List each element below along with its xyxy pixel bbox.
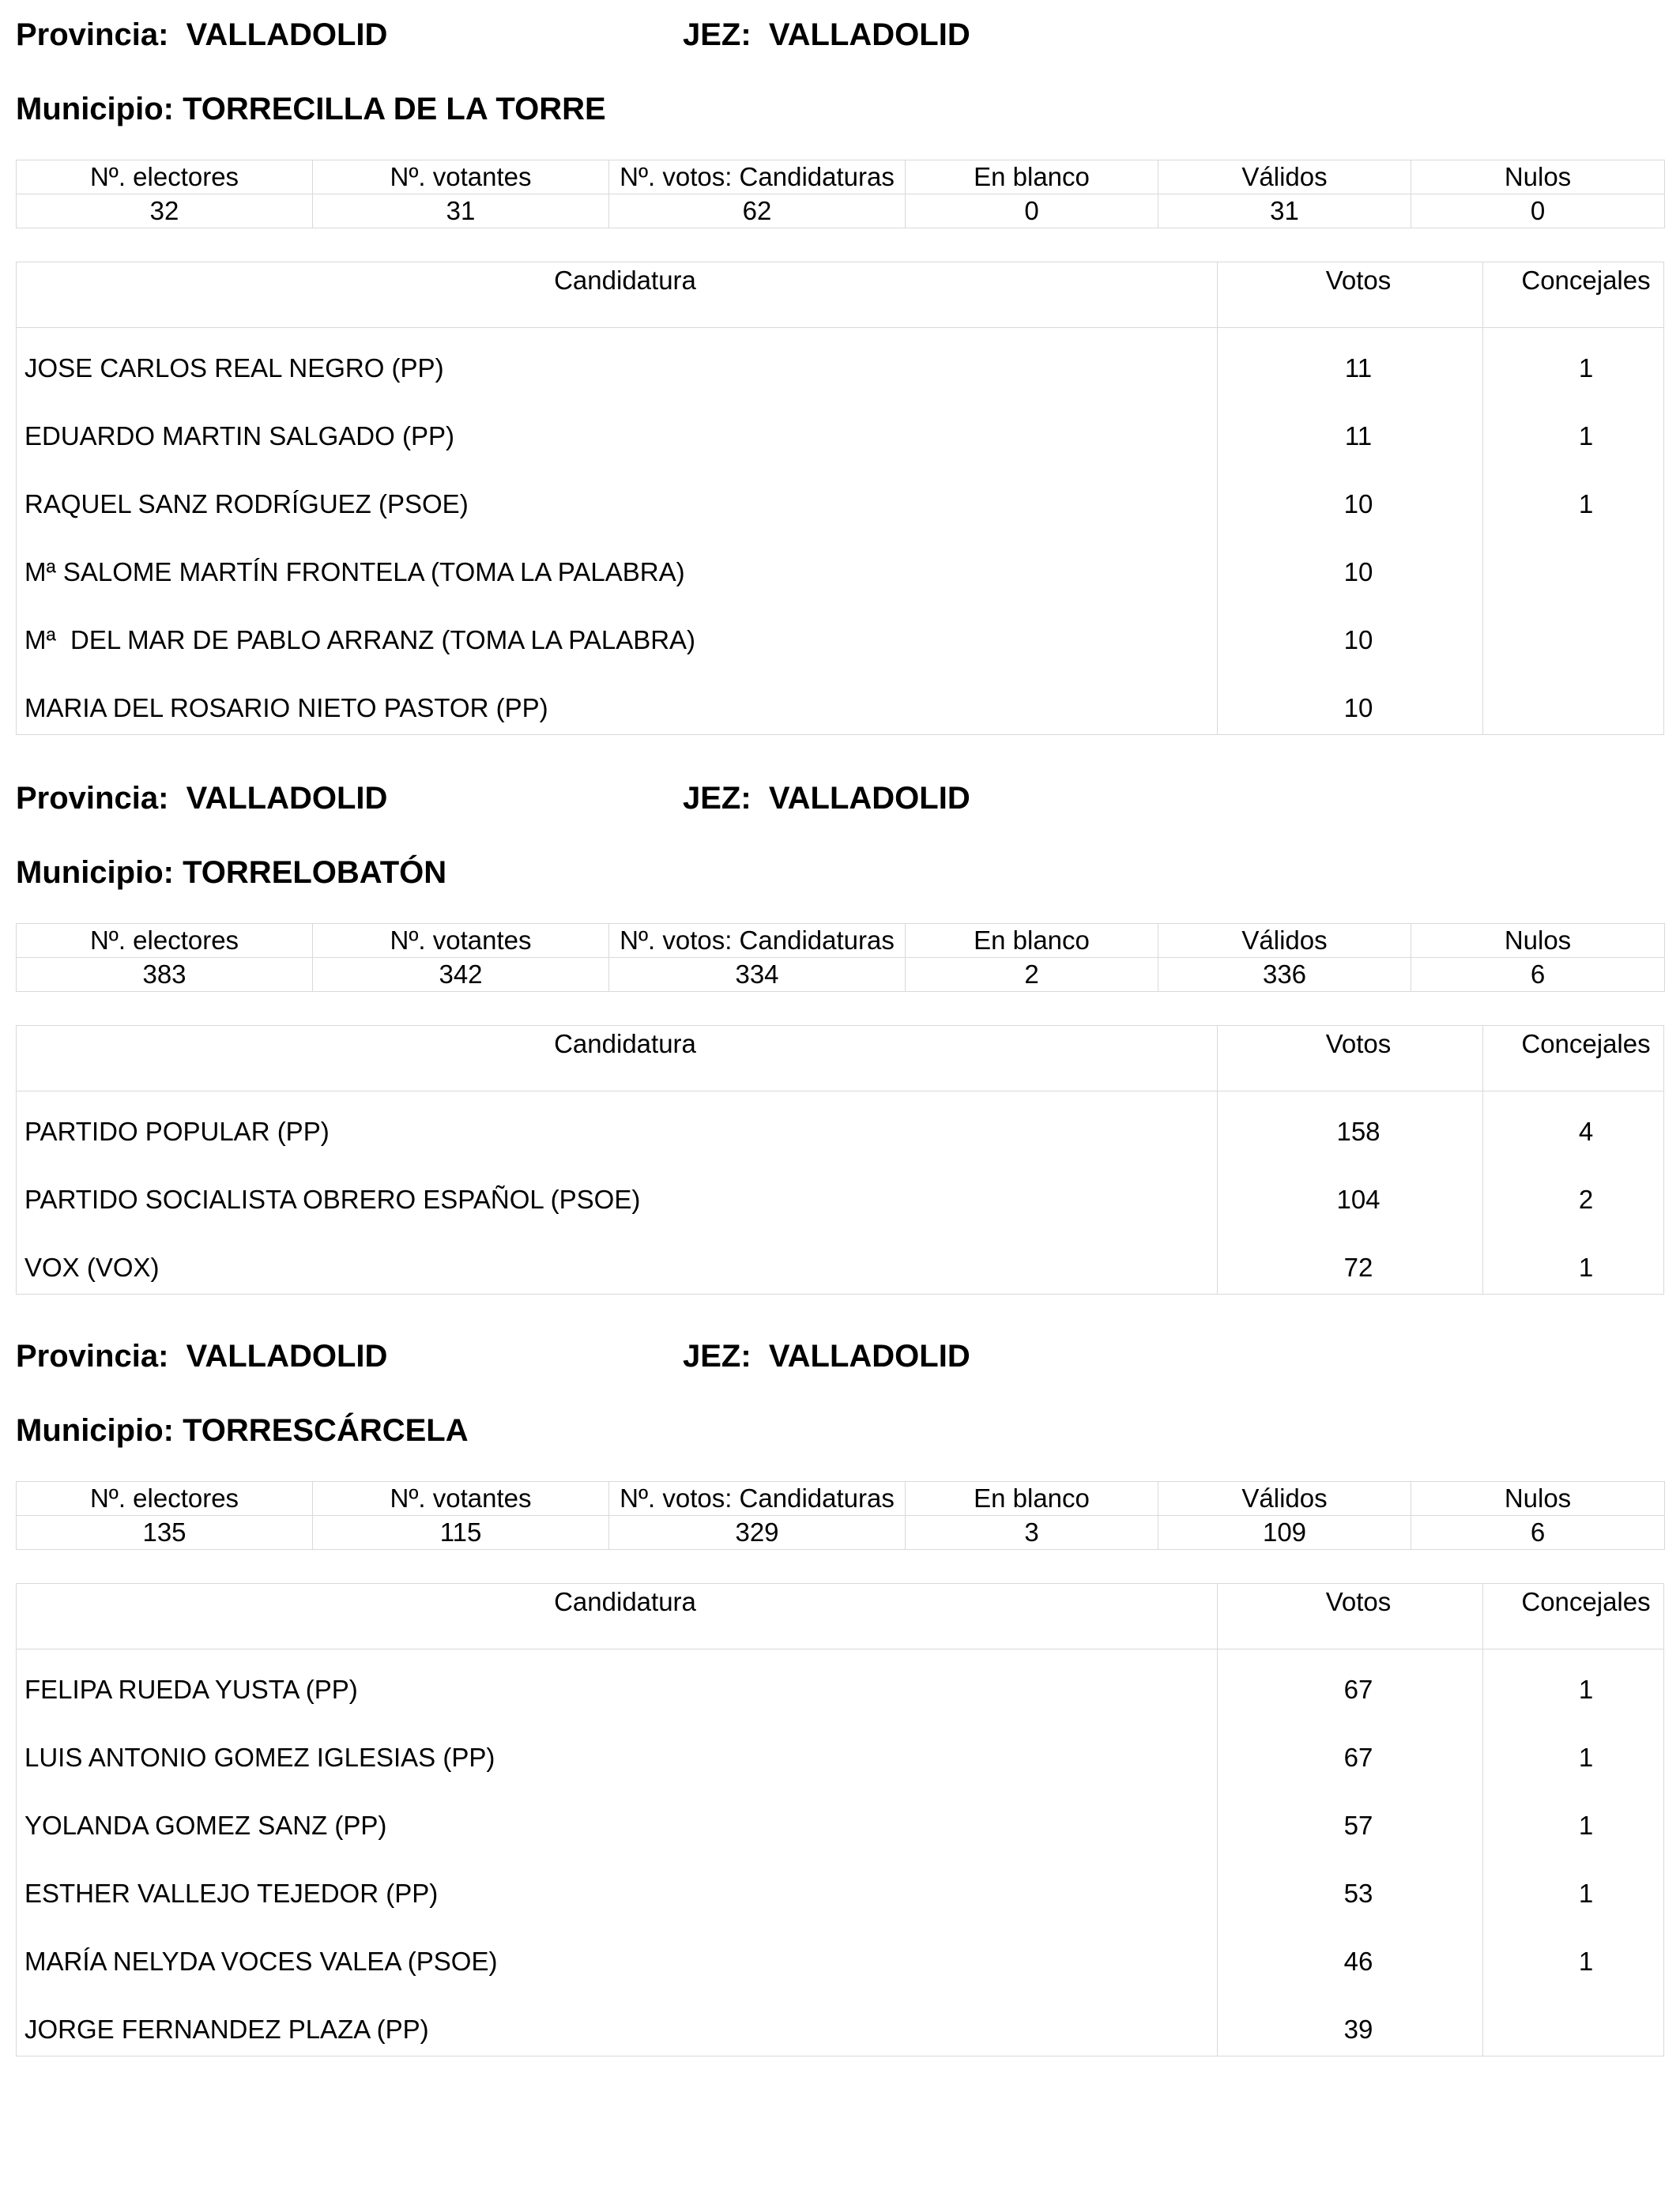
candidate-votes: 46	[1343, 1947, 1373, 1976]
stats-value-cell: 336	[1158, 958, 1411, 992]
municipio-value: TORRECILLA DE LA TORRE	[183, 92, 606, 126]
candidates-table	[16, 1583, 1664, 2056]
provincia-heading	[16, 19, 387, 51]
candidate-votes: 53	[1343, 1879, 1373, 1908]
candidate-councillors: 1	[1578, 1947, 1594, 1976]
candidate-votes: 11	[1344, 421, 1373, 450]
candidate-row	[17, 464, 1663, 532]
candidate-votes: 158	[1336, 1117, 1381, 1146]
candidate-councillors: 1	[1578, 421, 1594, 450]
jez-value: VALLADOLID	[768, 781, 970, 816]
stats-value-cell: 31	[313, 194, 609, 228]
candidate-votes: 67	[1343, 1743, 1373, 1772]
stats-value-cell: 32	[17, 194, 313, 228]
candidate-name: ESTHER VALLEJO TEJEDOR (PP)	[24, 1879, 439, 1908]
stats-header-cell: Nulos	[1411, 1482, 1665, 1516]
candidate-row	[17, 1717, 1663, 1785]
provincia-label: Provincia:	[16, 781, 169, 816]
stats-header-cell: Válidos	[1158, 160, 1411, 194]
candidate-votes: 67	[1343, 1675, 1373, 1704]
candidate-votes: 11	[1344, 353, 1373, 383]
provincia-value: VALLADOLID	[186, 17, 388, 52]
candidate-name: JORGE FERNANDEZ PLAZA (PP)	[24, 2015, 429, 2044]
candidate-name: Mª DEL MAR DE PABLO ARRANZ (TOMA LA PALABRA)	[24, 625, 696, 654]
stats-value-cell: 31	[1158, 194, 1411, 228]
candidate-councillors: 4	[1578, 1117, 1594, 1146]
candidate-row	[17, 1853, 1663, 1921]
candidate-votes: 39	[1343, 2015, 1373, 2044]
stats-header-cell: Nulos	[1411, 160, 1665, 194]
jez-heading	[683, 782, 970, 814]
header-candidatura: Candidatura	[554, 1029, 696, 1058]
summary-stats-table	[16, 160, 1665, 228]
stats-value-row	[17, 958, 1665, 992]
provincia-heading	[16, 782, 387, 814]
candidate-votes: 10	[1343, 557, 1373, 586]
provincia-value: VALLADOLID	[186, 781, 388, 816]
header-votos: Votos	[1325, 1029, 1392, 1058]
stats-header-cell: Nº. votos: Candidaturas	[609, 160, 906, 194]
stats-header-cell: Nº. electores	[17, 924, 313, 958]
candidate-row	[17, 1921, 1663, 1989]
header-concejales: Concejales	[1521, 266, 1651, 295]
jez-heading	[683, 1340, 970, 1372]
candidate-councillors: 1	[1578, 1253, 1594, 1282]
candidate-row	[17, 1227, 1663, 1295]
candidate-name: EDUARDO MARTIN SALGADO (PP)	[24, 421, 454, 450]
candidate-councillors: 1	[1578, 489, 1594, 518]
header-concejales: Concejales	[1521, 1587, 1651, 1616]
municipio-label: Municipio:	[16, 855, 174, 890]
candidate-row	[17, 328, 1663, 396]
stats-header-cell: Nº. votantes	[313, 160, 609, 194]
provincia-label: Provincia:	[16, 17, 169, 52]
stats-header-cell: Válidos	[1158, 1482, 1411, 1516]
stats-value-cell: 2	[906, 958, 1158, 992]
candidate-name: MARÍA NELYDA VOCES VALEA (PSOE)	[24, 1947, 498, 1976]
candidates-table	[16, 262, 1664, 735]
municipio-value: TORRESCÁRCELA	[183, 1413, 469, 1448]
candidate-row	[17, 668, 1663, 736]
stats-value-cell: 342	[313, 958, 609, 992]
candidate-councillors: 2	[1578, 1185, 1594, 1214]
candidate-row	[17, 1649, 1663, 1717]
candidate-councillors: 1	[1578, 1811, 1594, 1840]
jez-label: JEZ:	[683, 781, 751, 816]
candidate-name: RAQUEL SANZ RODRÍGUEZ (PSOE)	[24, 489, 469, 518]
candidate-row	[17, 600, 1663, 668]
stats-value-row	[17, 1516, 1665, 1550]
candidates-header-row	[17, 1584, 1663, 1649]
stats-header-cell: Nº. votantes	[313, 924, 609, 958]
stats-header-cell: Nº. votos: Candidaturas	[609, 924, 906, 958]
candidate-votes: 10	[1343, 489, 1373, 518]
municipio-heading	[16, 857, 446, 888]
jez-label: JEZ:	[683, 1339, 751, 1374]
stats-header-cell: Válidos	[1158, 924, 1411, 958]
candidate-votes: 10	[1343, 625, 1373, 654]
candidate-councillors: 1	[1578, 353, 1594, 383]
provincia-heading	[16, 1340, 387, 1372]
candidate-councillors: 1	[1578, 1743, 1594, 1772]
summary-stats-table	[16, 1481, 1665, 1550]
stats-value-row	[17, 194, 1665, 228]
stats-value-cell: 3	[906, 1516, 1158, 1550]
jez-heading	[683, 19, 970, 51]
provincia-label: Provincia:	[16, 1339, 169, 1374]
municipio-heading	[16, 1415, 469, 1446]
municipio-value: TORRELOBATÓN	[183, 855, 447, 890]
stats-value-cell: 0	[906, 194, 1158, 228]
municipio-label: Municipio:	[16, 1413, 174, 1448]
stats-value-cell: 115	[313, 1516, 609, 1550]
stats-value-cell: 0	[1411, 194, 1665, 228]
stats-header-row	[17, 1482, 1665, 1516]
stats-header-row	[17, 924, 1665, 958]
header-votos: Votos	[1325, 266, 1392, 295]
stats-value-cell: 109	[1158, 1516, 1411, 1550]
jez-label: JEZ:	[683, 17, 751, 52]
candidates-header-row	[17, 1026, 1663, 1091]
candidate-name: MARIA DEL ROSARIO NIETO PASTOR (PP)	[24, 693, 548, 722]
candidate-row	[17, 1091, 1663, 1159]
candidate-votes: 104	[1336, 1185, 1381, 1214]
candidate-votes: 72	[1343, 1253, 1373, 1282]
stats-header-cell: Nº. votos: Candidaturas	[609, 1482, 906, 1516]
candidate-row	[17, 396, 1663, 464]
stats-header-cell: Nº. electores	[17, 160, 313, 194]
provincia-value: VALLADOLID	[186, 1339, 388, 1374]
candidate-name: VOX (VOX)	[24, 1253, 160, 1282]
candidate-votes: 10	[1343, 693, 1373, 722]
candidate-name: YOLANDA GOMEZ SANZ (PP)	[24, 1811, 387, 1840]
stats-value-cell: 135	[17, 1516, 313, 1550]
municipio-heading	[16, 93, 606, 125]
candidate-name: PARTIDO POPULAR (PP)	[24, 1117, 330, 1146]
municipio-label: Municipio:	[16, 92, 174, 126]
stats-value-cell: 383	[17, 958, 313, 992]
stats-value-cell: 62	[609, 194, 906, 228]
stats-header-cell: En blanco	[906, 160, 1158, 194]
candidate-councillors: 1	[1578, 1675, 1594, 1704]
stats-header-cell: En blanco	[906, 924, 1158, 958]
jez-value: VALLADOLID	[768, 17, 970, 52]
stats-header-cell: Nº. electores	[17, 1482, 313, 1516]
stats-value-cell: 334	[609, 958, 906, 992]
candidate-councillors: 1	[1578, 1879, 1594, 1908]
candidate-name: PARTIDO SOCIALISTA OBRERO ESPAÑOL (PSOE)	[24, 1185, 641, 1214]
header-candidatura: Candidatura	[554, 266, 696, 295]
stats-value-cell: 329	[609, 1516, 906, 1550]
candidate-name: FELIPA RUEDA YUSTA (PP)	[24, 1675, 358, 1704]
candidate-name: JOSE CARLOS REAL NEGRO (PP)	[24, 353, 444, 383]
stats-header-row	[17, 160, 1665, 194]
stats-header-cell: Nulos	[1411, 924, 1665, 958]
candidate-name: Mª SALOME MARTÍN FRONTELA (TOMA LA PALABRA)	[24, 557, 685, 586]
candidate-name: LUIS ANTONIO GOMEZ IGLESIAS (PP)	[24, 1743, 495, 1772]
stats-header-cell: Nº. votantes	[313, 1482, 609, 1516]
header-votos: Votos	[1325, 1587, 1392, 1616]
stats-value-cell: 6	[1411, 958, 1665, 992]
header-candidatura: Candidatura	[554, 1587, 696, 1616]
candidate-row	[17, 1785, 1663, 1853]
candidates-table	[16, 1025, 1664, 1295]
candidate-votes: 57	[1343, 1811, 1373, 1840]
stats-header-cell: En blanco	[906, 1482, 1158, 1516]
candidates-header-row	[17, 262, 1663, 328]
header-concejales: Concejales	[1521, 1029, 1651, 1058]
candidate-row	[17, 1159, 1663, 1227]
candidate-row	[17, 532, 1663, 600]
jez-value: VALLADOLID	[768, 1339, 970, 1374]
summary-stats-table	[16, 923, 1665, 992]
stats-value-cell: 6	[1411, 1516, 1665, 1550]
candidate-row	[17, 1989, 1663, 2057]
